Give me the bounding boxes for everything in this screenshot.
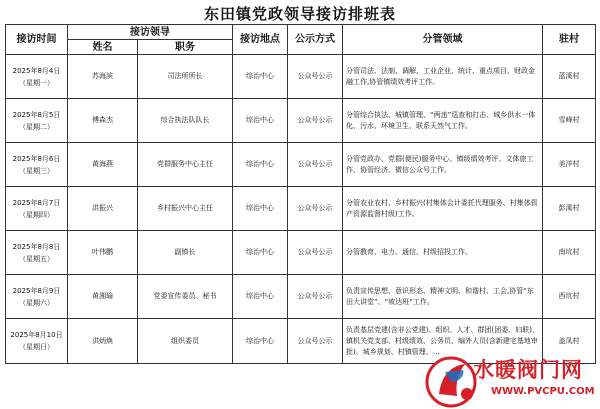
date-cell <box>6 231 68 275</box>
date-text: 2025年8月9日 <box>12 286 61 295</box>
name-cell: 洪炳焕 <box>68 319 138 364</box>
location-cell: 综治中心 <box>233 99 288 143</box>
area-cell: 分管综合执法、城镇管理、“两违”巡查和打击、城乡供水一体化、污水、环境卫生、联系天然气工作。 <box>343 99 543 143</box>
village-cell: 彭溪村 <box>543 187 596 231</box>
date-cell <box>6 319 68 364</box>
area-cell: 分管农业农村、乡村振兴(村集体会计委托代理服务、村集体资产资源监督村级)工作。 <box>343 187 543 231</box>
watermark-logo <box>425 352 600 409</box>
header-name: 姓名 <box>68 40 138 55</box>
date-text: 2025年8月4日 <box>12 66 61 75</box>
header-location: 接访地点 <box>233 25 288 55</box>
table-row <box>6 275 596 319</box>
header-date: 接访时间 <box>6 25 68 55</box>
notice-cell: 公众号公示 <box>288 231 343 275</box>
position-cell: 乡村振兴中心主任 <box>138 187 233 231</box>
village-cell: 蓝溪村 <box>543 55 596 99</box>
location-cell: 综治中心 <box>233 55 288 99</box>
village-cell: 美洋村 <box>543 143 596 187</box>
name-cell: 叶伟鹏 <box>68 231 138 275</box>
schedule-table <box>5 24 596 364</box>
location-cell: 综治中心 <box>233 187 288 231</box>
date-cell <box>6 99 68 143</box>
notice-cell: 公众号公示 <box>288 143 343 187</box>
area-cell: 负责基层党建(含非公党建)、组织、人才、群团(团委、妇联)、镇机关党支部、村级绩效、公务员、编外人员(含新建宅基地审批)、城乡规划、村镇管理、… <box>343 319 543 364</box>
table-row <box>6 143 596 187</box>
weekday-text: （星期二） <box>19 122 54 131</box>
name-cell: 黄湘瑜 <box>68 275 138 319</box>
header-notice: 公示方式 <box>288 25 343 55</box>
table-row <box>6 99 596 143</box>
table-row <box>6 231 596 275</box>
date-text: 2025年8月7日 <box>12 198 61 207</box>
name-cell: 傅森杰 <box>68 99 138 143</box>
name-cell: 苏海滨 <box>68 55 138 99</box>
date-cell <box>6 143 68 187</box>
weekday-text: （星期五） <box>19 254 54 263</box>
weekday-text: （星期六） <box>19 298 54 307</box>
location-cell: 综治中心 <box>233 275 288 319</box>
table-row <box>6 55 596 99</box>
position-cell: 组织委员 <box>138 319 233 364</box>
weekday-text: （星期一） <box>19 78 54 87</box>
position-cell: 副镇长 <box>138 231 233 275</box>
header-area: 分管领域 <box>343 25 543 55</box>
position-cell: 司法所所长 <box>138 55 233 99</box>
area-cell: 分管党政办、党群(便民)服务中心、镇级绩效考评、文体旅工作、协管经济、微信公众号工作。 <box>343 143 543 187</box>
village-cell: 雪峰村 <box>543 99 596 143</box>
village-cell: 盖凤村 <box>543 319 596 364</box>
notice-cell: 公众号公示 <box>288 55 343 99</box>
weekday-text: （星期日） <box>19 343 54 351</box>
location-cell: 综治中心 <box>233 143 288 187</box>
notice-cell: 公众号公示 <box>288 319 343 364</box>
date-cell <box>6 187 68 231</box>
name-cell: 黄海燕 <box>68 143 138 187</box>
weekday-text: （星期四） <box>19 210 54 219</box>
table-row <box>6 187 596 231</box>
area-cell: 负责宣传思想、意识形态、精神文明、和谐村、工会,协管“东田大讲堂”、“败达班”工作。 <box>343 275 543 319</box>
page-title: 东田镇党政领导接访排班表 <box>203 5 396 23</box>
watermark-text: 水暖阀门网 <box>473 358 583 382</box>
header-position: 职务 <box>138 40 233 55</box>
header-leader: 接访领导 <box>68 25 233 40</box>
position-cell: 综合执法队队长 <box>138 99 233 143</box>
location-cell: 综治中心 <box>233 231 288 275</box>
name-cell: 洪振兴 <box>68 187 138 231</box>
date-text: 2025年8月6日 <box>12 154 61 163</box>
area-cell: 分管教育、电力、通信、村级招投工作。 <box>343 231 543 275</box>
weekday-text: （星期三） <box>19 166 54 175</box>
notice-cell: 公众号公示 <box>288 275 343 319</box>
village-cell: 西坑村 <box>543 275 596 319</box>
village-cell: 南坑村 <box>543 231 596 275</box>
date-text: 2025年8月5日 <box>12 110 61 119</box>
area-cell: 分管司法、法制、调解、工业企业、统计、重点项目、财政金融工作,协管镇绩效考评工作。 <box>343 55 543 99</box>
notice-cell: 公众号公示 <box>288 99 343 143</box>
date-cell <box>6 55 68 99</box>
position-cell: 党委宣传委员、秘书 <box>138 275 233 319</box>
notice-cell: 公众号公示 <box>288 187 343 231</box>
location-cell: 综治中心 <box>233 319 288 364</box>
date-text: 2025年8月8日 <box>12 242 61 251</box>
header-village: 驻村 <box>543 25 596 55</box>
date-cell <box>6 275 68 319</box>
watermark-url: WWW.PVCPU.COM <box>491 386 595 397</box>
date-text: 2025年8月10日 <box>10 331 63 339</box>
position-cell: 党群服务中心主任 <box>138 143 233 187</box>
